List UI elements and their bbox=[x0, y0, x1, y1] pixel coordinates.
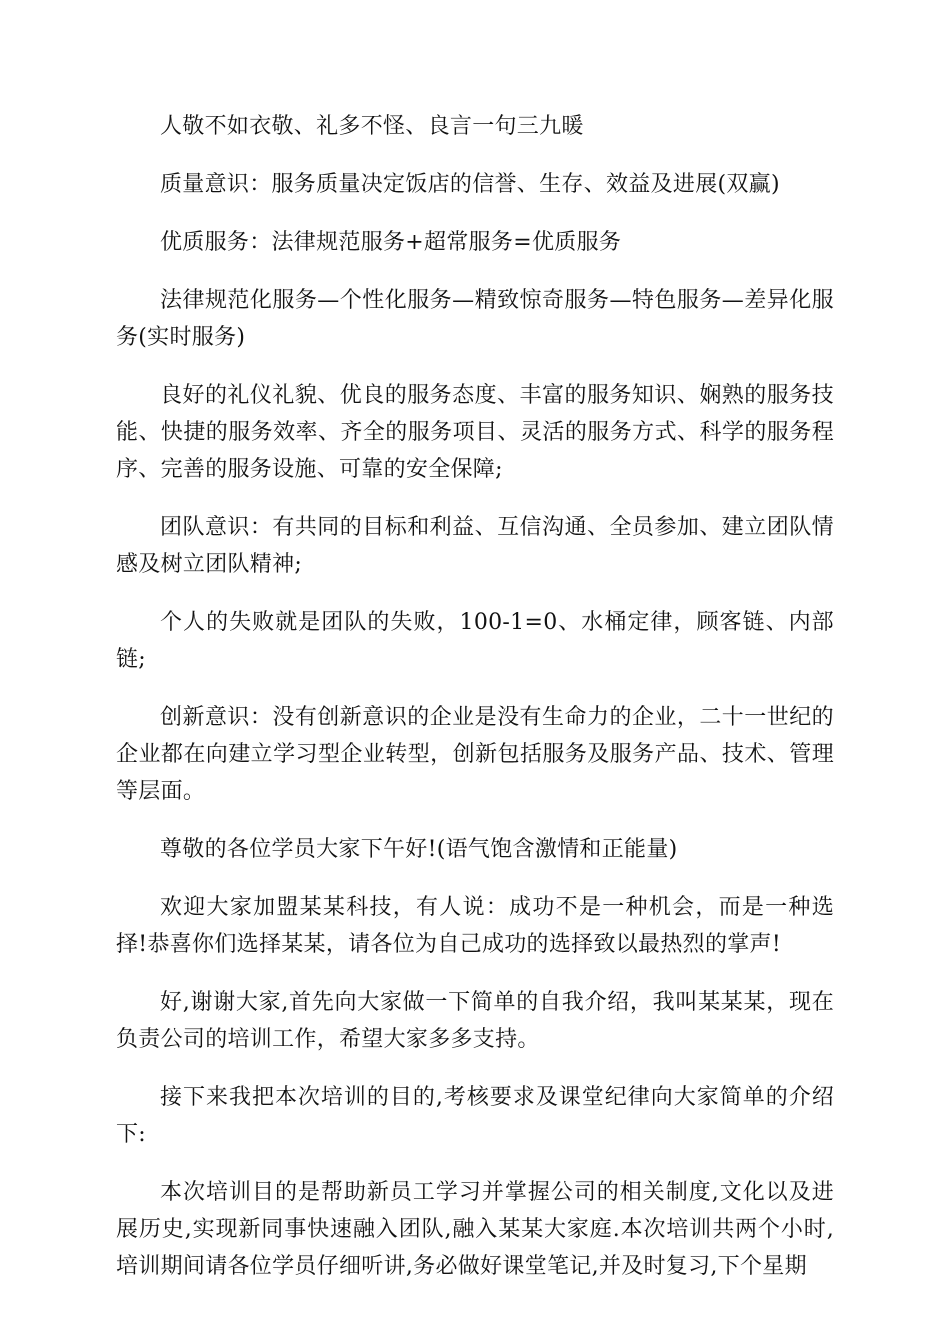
paragraph-service-levels: 法律规范化服务—个性化服务—精致惊奇服务—特色服务—差异化服务(实时服务) bbox=[116, 288, 834, 350]
paragraph-service-elements: 良好的礼仪礼貌、优良的服务态度、丰富的服务知识、娴熟的服务技能、快捷的服务效率、齐全的服务项目、灵活的服务方式、科学的服务程序、完善的服务设施、可靠的安全保障; bbox=[116, 383, 834, 482]
paragraph-quality-service: 优质服务：法律规范服务+超常服务=优质服务 bbox=[160, 230, 622, 255]
paragraph-innovation-awareness: 创新意识：没有创新意识的企业是没有生命力的企业，二十一世纪的企业都在向建立学习型企业转型，创新包括服务及服务产品、技术、管理等层面。 bbox=[116, 705, 834, 804]
paragraph-team-awareness: 团队意识：有共同的目标和利益、互信沟通、全员参加、建立团队情感及树立团队精神; bbox=[116, 515, 834, 577]
paragraph-quality-awareness: 质量意识：服务质量决定饭店的信誉、生存、效益及进展(双赢) bbox=[160, 172, 780, 197]
paragraph-training-purpose: 本次培训目的是帮助新员工学习并掌握公司的相关制度,文化以及进展历史,实现新同事快速融入团队,融入某某大家庭.本次培训共两个小时,培训期间请各位学员仔细听讲,务必做好课堂笔记,并及时复习,下个星期 bbox=[116, 1180, 834, 1279]
document-body bbox=[116, 108, 834, 1306]
paragraph-greeting: 尊敬的各位学员大家下午好!(语气饱含激情和正能量) bbox=[160, 837, 678, 862]
paragraph-welcome: 欢迎大家加盟某某科技，有人说：成功不是一种机会，而是一种选择!恭喜你们选择某某，请各位为自己成功的选择致以最热烈的掌声! bbox=[116, 895, 834, 957]
paragraph-proverb: 人敬不如衣敬、礼多不怪、良言一句三九暖 bbox=[160, 114, 584, 139]
paragraph-team-failure: 个人的失败就是团队的失败，100-1=0、水桶定律，顾客链、内部链; bbox=[116, 610, 834, 672]
paragraph-self-introduction: 好,谢谢大家,首先向大家做一下简单的自我介绍，我叫某某某，现在负责公司的培训工作，希望大家多多支持。 bbox=[116, 990, 834, 1052]
paragraph-agenda-intro: 接下来我把本次培训的目的,考核要求及课堂纪律向大家简单的介绍下: bbox=[116, 1085, 834, 1147]
